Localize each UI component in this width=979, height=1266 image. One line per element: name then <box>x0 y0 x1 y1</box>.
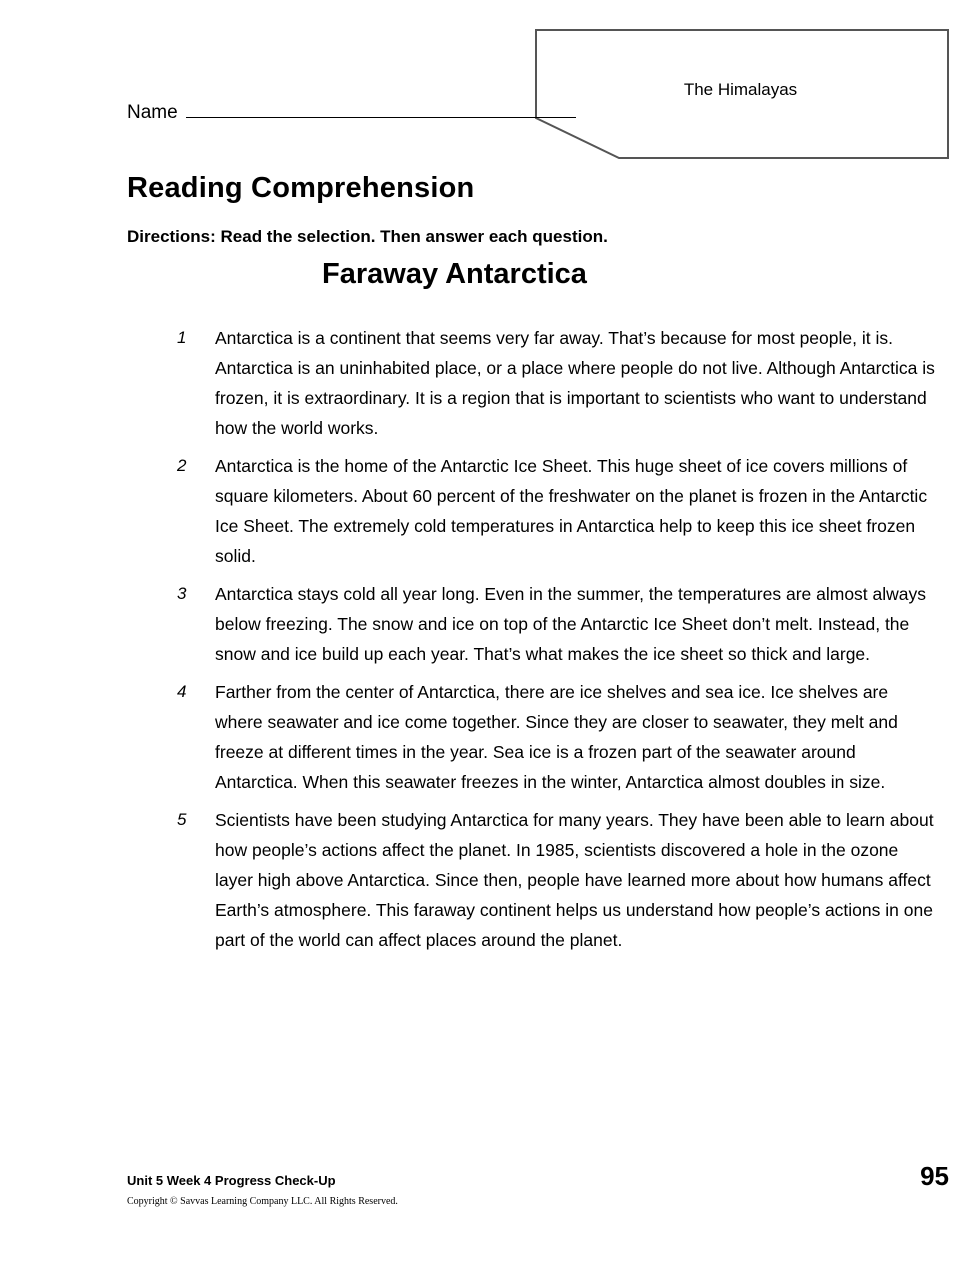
passage-body <box>169 323 939 963</box>
banner-label: The Himalayas <box>683 80 798 99</box>
page-title: Reading Comprehension <box>127 172 475 204</box>
page-number: 95 <box>920 1161 949 1191</box>
paragraph-number: 4 <box>177 682 187 701</box>
paragraph-number: 2 <box>177 456 187 475</box>
paragraph-number: 1 <box>177 328 187 347</box>
paragraph-text: Antarctica is the home of the Antarctic Ice Sheet. This huge sheet of ice covers millions of square kilometers. About 60 percent of the freshwater on the planet is frozen in the Antarctic Ice Sheet. The extremely cold temperatures in Antarctica help to keep this ice sheet frozen solid. <box>215 456 928 566</box>
paragraph <box>169 451 939 571</box>
paragraph-number: 3 <box>177 584 187 603</box>
paragraph <box>169 805 939 955</box>
paragraph-text: Antarctica stays cold all year long. Even in the summer, the temperatures are almost always below freezing. The snow and ice on top of the Antarctic Ice Sheet don’t melt. Instead, the snow and ice build up each year. That’s what makes the ice sheet so thick and large. <box>215 584 927 664</box>
name-label: Name <box>127 102 178 123</box>
directions-text: Directions: Read the selection. Then answer each question. <box>127 227 608 246</box>
passage-title: Faraway Antarctica <box>322 258 587 290</box>
paragraph <box>169 677 939 797</box>
paragraph-text: Farther from the center of Antarctica, there are ice shelves and sea ice. Ice shelves are where seawater and ice come together. Since they are closer to seawater, they melt and freeze at different times in the year. Sea ice is a frozen part of the seawater around Antarctica. When this seawater freezes in the winter, Antarctica almost doubles in size. <box>215 682 898 792</box>
footer-title: Unit 5 Week 4 Progress Check-Up <box>127 1173 336 1188</box>
paragraph <box>169 323 939 443</box>
paragraph <box>169 579 939 669</box>
header-banner <box>531 28 950 161</box>
paragraph-number: 5 <box>177 810 187 829</box>
paragraph-text: Antarctica is a continent that seems very far away. That’s because for most people, it is. Antarctica is an uninhabited place, or a place where people do not live. Although Antarctica is frozen, it is extraordinary. It is a region that is important to scientists who want to understand how the world works. <box>215 328 935 438</box>
paragraph-text: Scientists have been studying Antarctica for many years. They have been able to learn about how people’s actions affect the planet. In 1985, scientists discovered a hole in the ozone layer high above Antarctica. Since then, people have learned more about how humans affect Earth’s atmosphere. This faraway continent helps us understand how people’s actions in one part of the world can affect places around the planet. <box>215 810 934 950</box>
name-field-row <box>127 101 576 124</box>
footer-copyright: Copyright © Savvas Learning Company LLC. All Rights Reserved. <box>127 1196 398 1207</box>
name-input-line[interactable] <box>186 101 576 118</box>
